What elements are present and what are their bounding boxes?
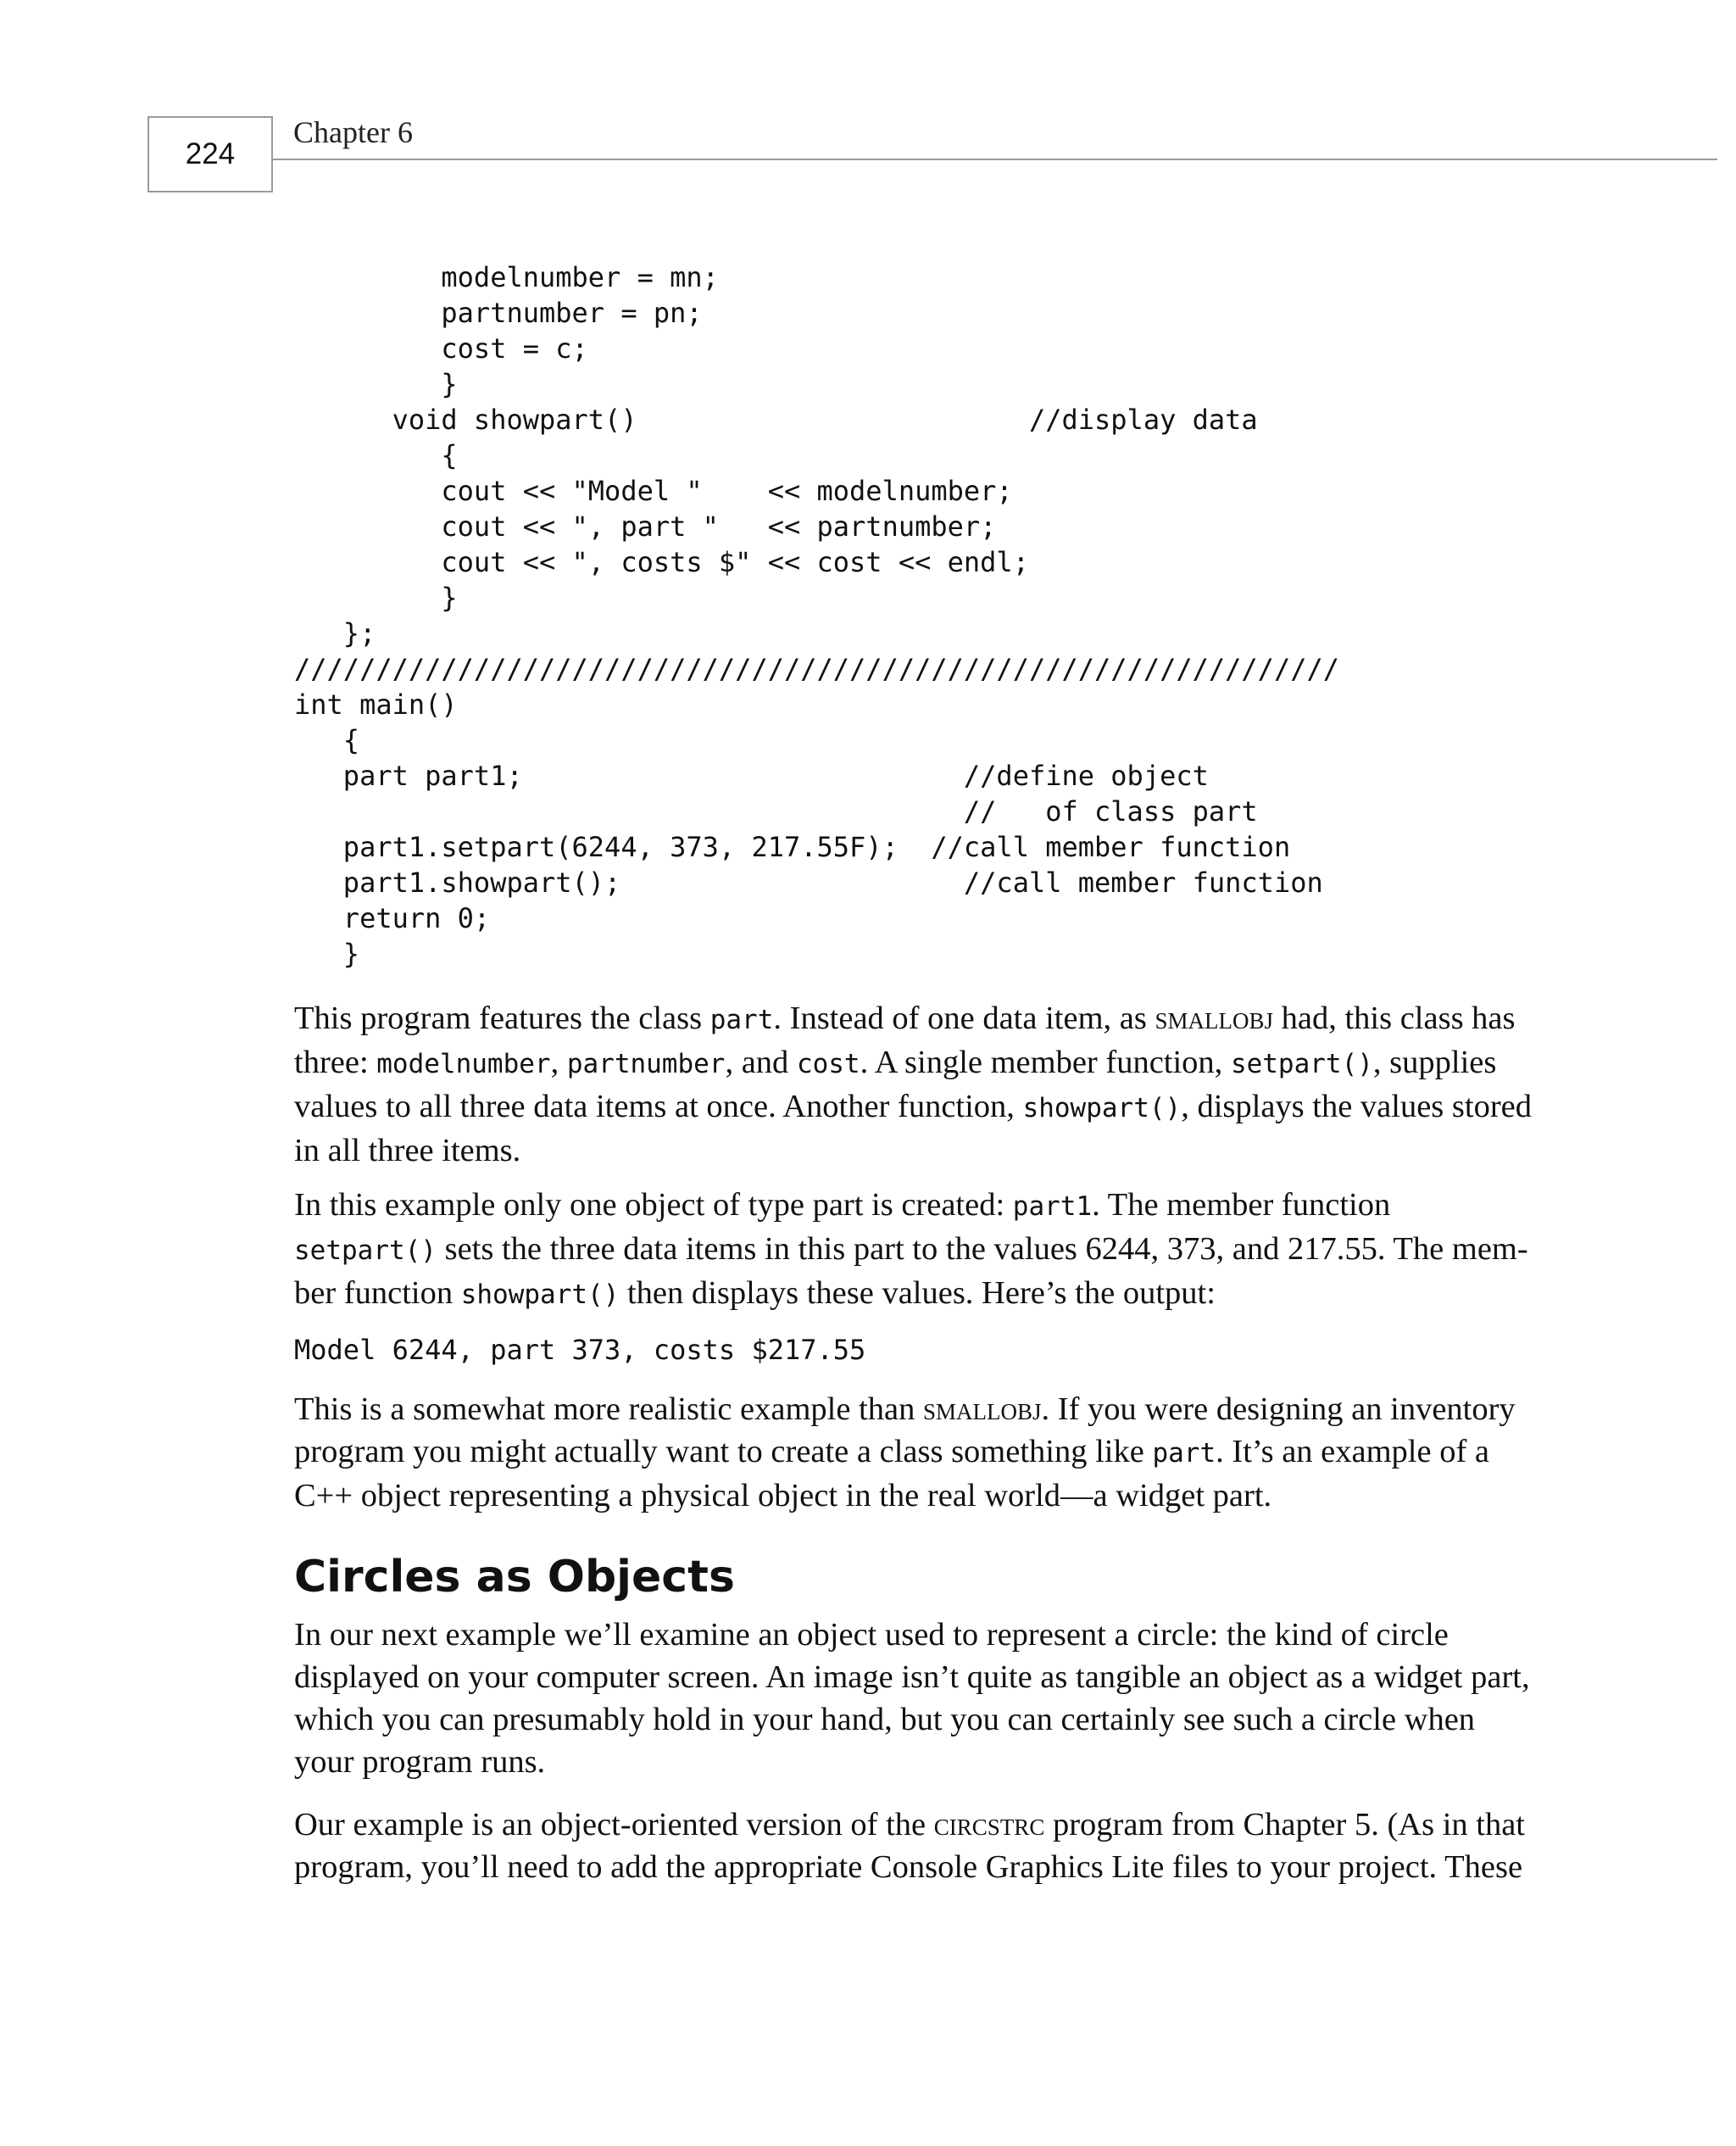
chapter-label: Chapter 6	[293, 115, 413, 149]
code-listing: modelnumber = mn; partnumber = pn; cost = c; } void showpart() //display data { cout << "Model " << modelnumber; cout << ", part " << partnumber; cout << ", costs $" << cost << endl; } }; //////////////////////////////////////////////////////////////// int main() { part part1; //define object // of class part part1.setpart(6244, 373, 217.55F); //call member function part1.showpart(); //call member function return 0; }	[294, 261, 1339, 970]
paragraph-part-object: In this example only one object of type part is created: part1. The member function setpart() sets the three data items in this part to the values 6244, 373, and 217.55. The mem-ber function showpart() then displays these values. Here’s the output:	[294, 1187, 1528, 1311]
program-name: smallobj	[1155, 1001, 1273, 1036]
inline-code: part	[1152, 1438, 1216, 1469]
inline-code: showpart()	[1022, 1093, 1182, 1123]
program-output: Model 6244, part 373, costs $217.55	[294, 1334, 866, 1366]
program-name: smallobj	[922, 1391, 1042, 1427]
inline-code: modelnumber	[376, 1049, 551, 1079]
inline-code: part1	[1012, 1191, 1093, 1222]
paragraph-circle-intro: In our next example we’ll examine an object used to represent a circle: the kind of circle displayed on your computer screen. An image isn’t quite as tangible an object as a widget part, which you can presumably hold in your hand, but you can certainly see such a circle when your program runs.	[294, 1617, 1530, 1780]
paragraph-circstrc: Our example is an object-oriented version of the circstrc program from Chapter 5. (As in that program, you’ll need to add the appropriate Console Graphics Lite files to your project. These	[294, 1807, 1525, 1885]
inline-code: setpart()	[1230, 1049, 1373, 1079]
inline-code: cost	[796, 1049, 860, 1079]
inline-code: setpart()	[294, 1235, 437, 1266]
inline-code: showpart()	[460, 1279, 620, 1310]
page-number: 224	[147, 116, 273, 192]
inline-code: partnumber	[566, 1049, 726, 1079]
section-heading: Circles as Objects	[294, 1552, 735, 1603]
program-name: circstrc	[933, 1807, 1045, 1842]
header-rule	[273, 159, 1717, 160]
paragraph-realistic-example: This is a somewhat more realistic example than smallobj. If you were designing an inventory program you might actually want to create a class something like part. It’s an example of a C++ object representing a physical object in the real world—a widget part.	[294, 1391, 1516, 1513]
paragraph-part-class: This program features the class part. Instead of one data item, as smallobj had, this class has three: modelnumber, partnumber, and cost. A single member function, setpart(), supplies values to all three data items at once. Another function, showpart(), displays the values stored in all three items.	[294, 1001, 1533, 1168]
inline-code: part	[709, 1005, 774, 1035]
